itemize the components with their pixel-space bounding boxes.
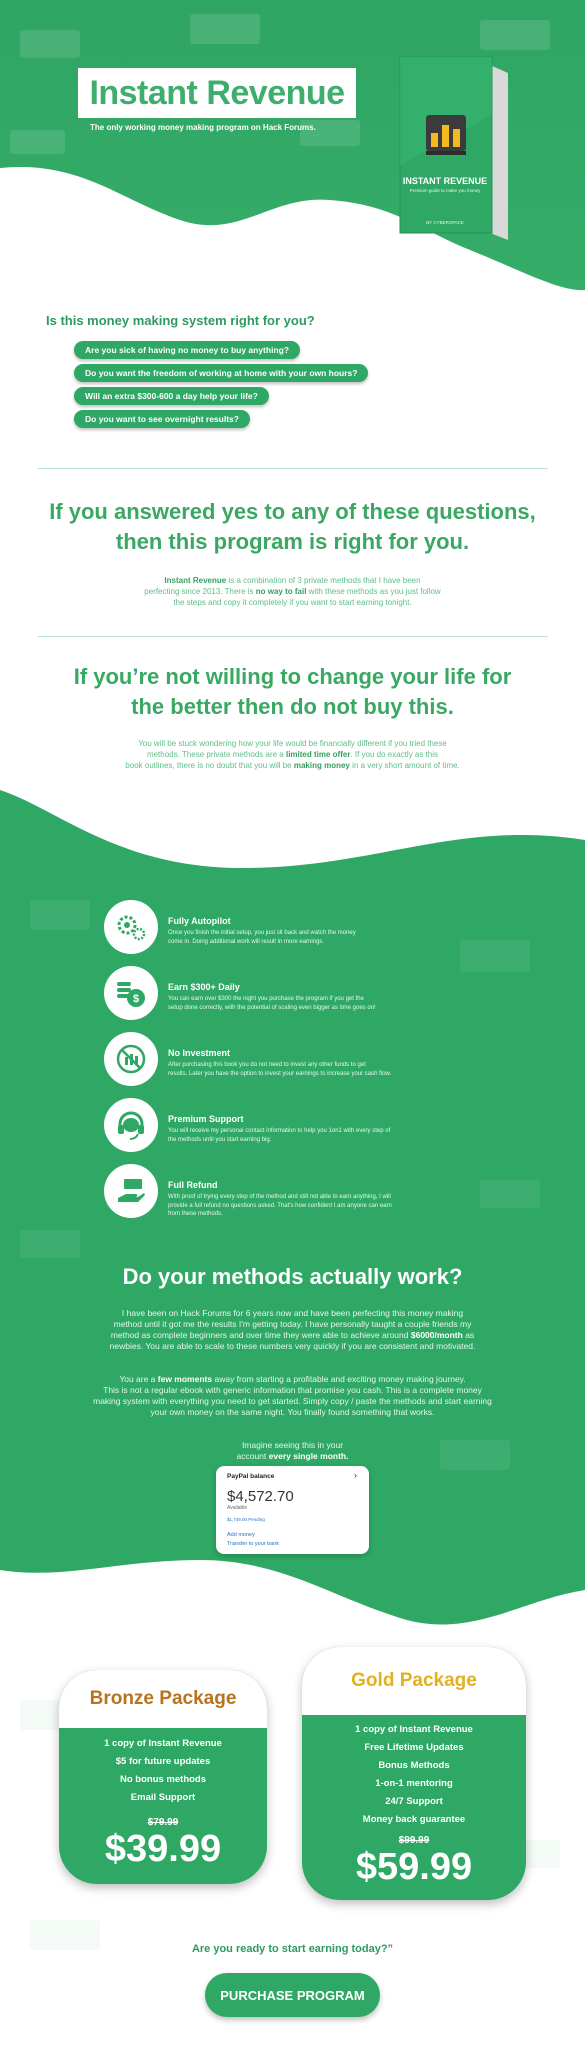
hero-title: Instant Revenue xyxy=(89,73,345,112)
text: perfecting since 2013. There is xyxy=(144,587,256,596)
text: the methods until you start earning big. xyxy=(168,1136,272,1143)
text: This is not a regular ebook with generic information that promise you cash. This is a complete money xyxy=(103,1385,482,1395)
text: method until it got me the results I'm getting today. I have personally taught a couple friends my xyxy=(113,1319,472,1329)
add-money-link: Add money xyxy=(227,1532,255,1538)
text: with these methods as you just follow xyxy=(306,587,441,596)
not-heading-line2: the better then do not buy this. xyxy=(131,694,454,719)
text: You can earn over $300 the night you purchase the program if you get the xyxy=(168,996,364,1002)
bronze-old-price: $79.99 xyxy=(147,1817,179,1828)
package-feature: Email Support xyxy=(130,1792,196,1803)
text: book outlines, there is no doubt that you will be xyxy=(125,761,294,770)
text: away from starting a profitable and exciting money making journey. xyxy=(212,1374,466,1384)
gold-package-header xyxy=(302,1647,526,1715)
feature-title: Earn $300+ Daily xyxy=(168,982,240,992)
gears-icon xyxy=(104,900,158,954)
package-feature: Bonus Methods xyxy=(378,1760,450,1771)
paypal-amount: $4,572.70 xyxy=(227,1488,294,1505)
cta-question: Are you ready to start earning today?” xyxy=(191,1943,394,1955)
divider xyxy=(38,468,548,469)
feature-title: Fully Autopilot xyxy=(168,916,231,926)
text: Imagine seeing this in your xyxy=(241,1440,344,1450)
methods-paragraph-2 xyxy=(0,1374,585,1418)
text: in a very short amount of time. xyxy=(349,761,460,770)
text: is a combination of 3 private methods that I have been xyxy=(226,576,421,585)
methods-heading: Do your methods actually work? xyxy=(122,1264,463,1289)
text: as xyxy=(462,1330,475,1340)
bronze-package-name: Bronze Package xyxy=(89,1688,237,1709)
text: You will receive my personal contact information to help you 1on1 with every step of xyxy=(168,1128,391,1134)
hero-tagline: The only working money making program on Hack Forums. xyxy=(90,123,316,132)
paypal-available: Available xyxy=(227,1505,248,1511)
text: method as complete beginners and over time they were able to achieve around xyxy=(110,1330,411,1340)
gold-package-name: Gold Package xyxy=(351,1670,477,1691)
paypal-balance-card xyxy=(216,1466,369,1554)
feature-title: No Investment xyxy=(168,1048,231,1058)
question-pill: Will an extra $300-600 a day help your life? xyxy=(74,387,269,405)
svg-text:$: $ xyxy=(132,993,140,1005)
feature-description xyxy=(168,995,393,1012)
feature-title: Full Refund xyxy=(168,1180,218,1190)
chevron-right-icon: › xyxy=(354,1470,357,1480)
text: newbies. You are able to scale to these numbers very quickly if you are consistent and motivated. xyxy=(109,1341,476,1351)
text: results. Later you have the option to invest your earnings to increase your cash flow. xyxy=(168,1070,392,1077)
hero-title-box xyxy=(78,68,356,118)
text: provide a full refund no questions asked. That's how confident I am anyone can earn from these methods. xyxy=(168,1202,392,1217)
methods-paragraph-1 xyxy=(0,1308,585,1352)
question-pill: Do you want to see overnight results? xyxy=(74,410,250,428)
feature-title: Premium Support xyxy=(168,1114,244,1124)
text: the steps and copy it completely if you want to start earning tonight. xyxy=(173,598,412,607)
question-pill: Are you sick of having no money to buy anything? xyxy=(74,341,300,359)
questions-heading: Is this money making system right for you? xyxy=(46,313,315,328)
bronze-package-header xyxy=(59,1670,267,1728)
bold-text: $6000/month xyxy=(410,1330,463,1340)
not-heading-line1: If you’re not willing to change your life for xyxy=(73,664,512,689)
text: I have been on Hack Forums for 6 years now and have been perfecting this money making xyxy=(121,1308,464,1318)
text: . If you do exactly as this xyxy=(350,750,439,759)
bold-text: few moments xyxy=(157,1374,213,1384)
bold-text: limited time offer xyxy=(285,750,351,759)
feature-description xyxy=(168,1193,393,1219)
headset-support-icon xyxy=(104,1098,158,1152)
text: come in. Doing additional work will result in more earnings. xyxy=(168,938,325,945)
book-subtitle: Premium guide to make you money xyxy=(409,188,481,193)
bold-text: making money xyxy=(293,761,350,770)
book-author: BY CYBERSPACE xyxy=(426,220,464,225)
package-feature: 1 copy of Instant Revenue xyxy=(355,1724,473,1735)
bold-text: no way to fail xyxy=(255,587,307,596)
book-title: INSTANT REVENUE xyxy=(402,176,488,186)
no-investment-icon xyxy=(104,1032,158,1086)
package-feature: 1-on-1 mentoring xyxy=(375,1778,453,1789)
text: your own money on the same night. You finally found something that works. xyxy=(150,1407,435,1417)
package-feature: Money back guarantee xyxy=(362,1814,466,1825)
text: methods. These private methods are a xyxy=(146,750,286,759)
package-feature: $5 for future updates xyxy=(115,1756,211,1767)
gold-old-price: $99.99 xyxy=(398,1835,430,1846)
text: account xyxy=(236,1451,269,1461)
yes-heading-line1: If you answered yes to any of these questions, xyxy=(49,499,536,524)
bronze-package-card xyxy=(59,1670,267,1884)
text: making system with everything you need to get started. Simply copy / paste the methods and start earning xyxy=(93,1396,492,1406)
yes-heading-line2: then this program is right for you. xyxy=(115,529,470,554)
yes-paragraph xyxy=(0,575,585,608)
text: You will be stuck wondering how your life would be financially different if you tried these xyxy=(138,739,447,748)
package-feature: Free Lifetime Updates xyxy=(364,1742,464,1753)
question-pill: Do you want the freedom of working at home with your own hours? xyxy=(74,364,368,382)
purchase-program-button[interactable]: PURCHASE PROGRAM xyxy=(205,1973,380,2017)
package-feature: 1 copy of Instant Revenue xyxy=(104,1738,222,1749)
book-cover xyxy=(390,55,510,245)
refund-hand-icon xyxy=(104,1164,158,1218)
text: Once you finish the initial setup, you just sit back and watch the money xyxy=(168,930,356,936)
paypal-pending: $1,749.00 Pending xyxy=(227,1517,265,1522)
imagine-text xyxy=(0,1440,585,1462)
paypal-label: PayPal balance xyxy=(227,1473,275,1480)
coins-dollar-icon xyxy=(104,966,158,1020)
text: You are a xyxy=(119,1374,158,1384)
feature-description xyxy=(168,1061,393,1078)
divider xyxy=(38,636,548,637)
transfer-link: Transfer to your bank xyxy=(227,1541,280,1547)
bold-text: every single month. xyxy=(268,1451,349,1461)
package-feature: No bonus methods xyxy=(119,1774,207,1785)
bold-text: Instant Revenue xyxy=(164,576,227,585)
package-feature: 24/7 Support xyxy=(385,1796,443,1807)
gold-package-card xyxy=(302,1647,526,1900)
feature-description xyxy=(168,1127,393,1144)
text: setup done correctly, with the potential of scaling even bigger as time goes on! xyxy=(168,1004,376,1011)
feature-description xyxy=(168,929,393,946)
gold-price: $59.99 xyxy=(355,1846,473,1888)
text: With proof of trying every step of the method and still not able to earn anything, I will xyxy=(168,1194,391,1200)
bronze-price: $39.99 xyxy=(104,1828,222,1870)
text: After purchasing this book you do not need to invest any other funds to get xyxy=(168,1062,366,1068)
